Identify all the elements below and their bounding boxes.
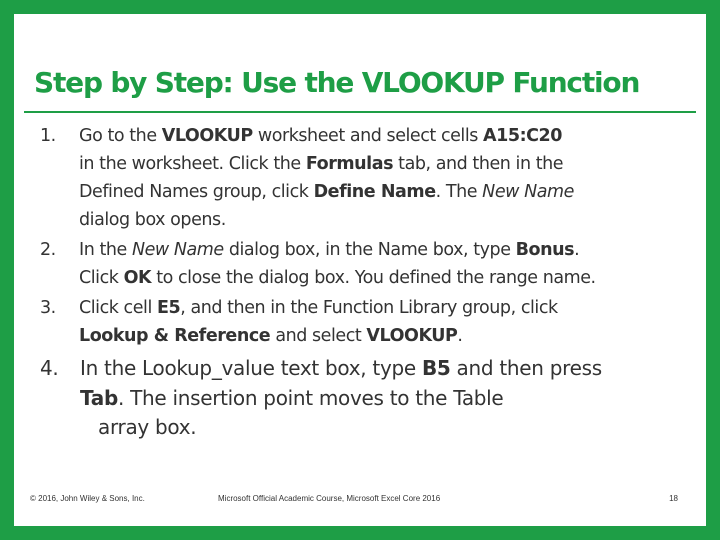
step-line: dialog box opens. (79, 210, 226, 230)
slide-title: Step by Step: Use the VLOOKUP Function (34, 66, 640, 99)
footer-copyright: © 2016, John Wiley & Sons, Inc. (30, 494, 145, 503)
step-line: In the Lookup_value text box, type B5 and then press (80, 356, 602, 380)
step-line: Defined Names group, click Define Name. The New Name (79, 182, 574, 202)
step-4 (40, 354, 700, 443)
step-1 (40, 122, 700, 234)
step-number: 2. (40, 240, 56, 260)
step-line: Click OK to close the dialog box. You defined the range name. (79, 268, 596, 288)
step-2 (40, 236, 700, 292)
step-line: Go to the VLOOKUP worksheet and select cells A15:C20 (79, 126, 562, 146)
step-number: 1. (40, 126, 56, 146)
footer-course: Microsoft Official Academic Course, Microsoft Excel Core 2016 (218, 494, 441, 503)
step-line: array box. (98, 415, 197, 439)
step-line: Click cell E5, and then in the Function Library group, click (79, 298, 558, 318)
step-line: in the worksheet. Click the Formulas tab, and then in the (79, 154, 564, 174)
step-number: 3. (40, 298, 56, 318)
step-line: Tab. The insertion point moves to the Table (80, 385, 504, 410)
slide (14, 14, 706, 526)
step-line: Lookup & Reference and select VLOOKUP. (79, 326, 463, 346)
step-line: In the New Name dialog box, in the Name box, type Bonus. (79, 240, 580, 260)
step-3 (40, 294, 700, 350)
step-number: 4. (40, 356, 59, 380)
title-divider (24, 111, 696, 113)
footer-page-number: 18 (669, 494, 678, 503)
